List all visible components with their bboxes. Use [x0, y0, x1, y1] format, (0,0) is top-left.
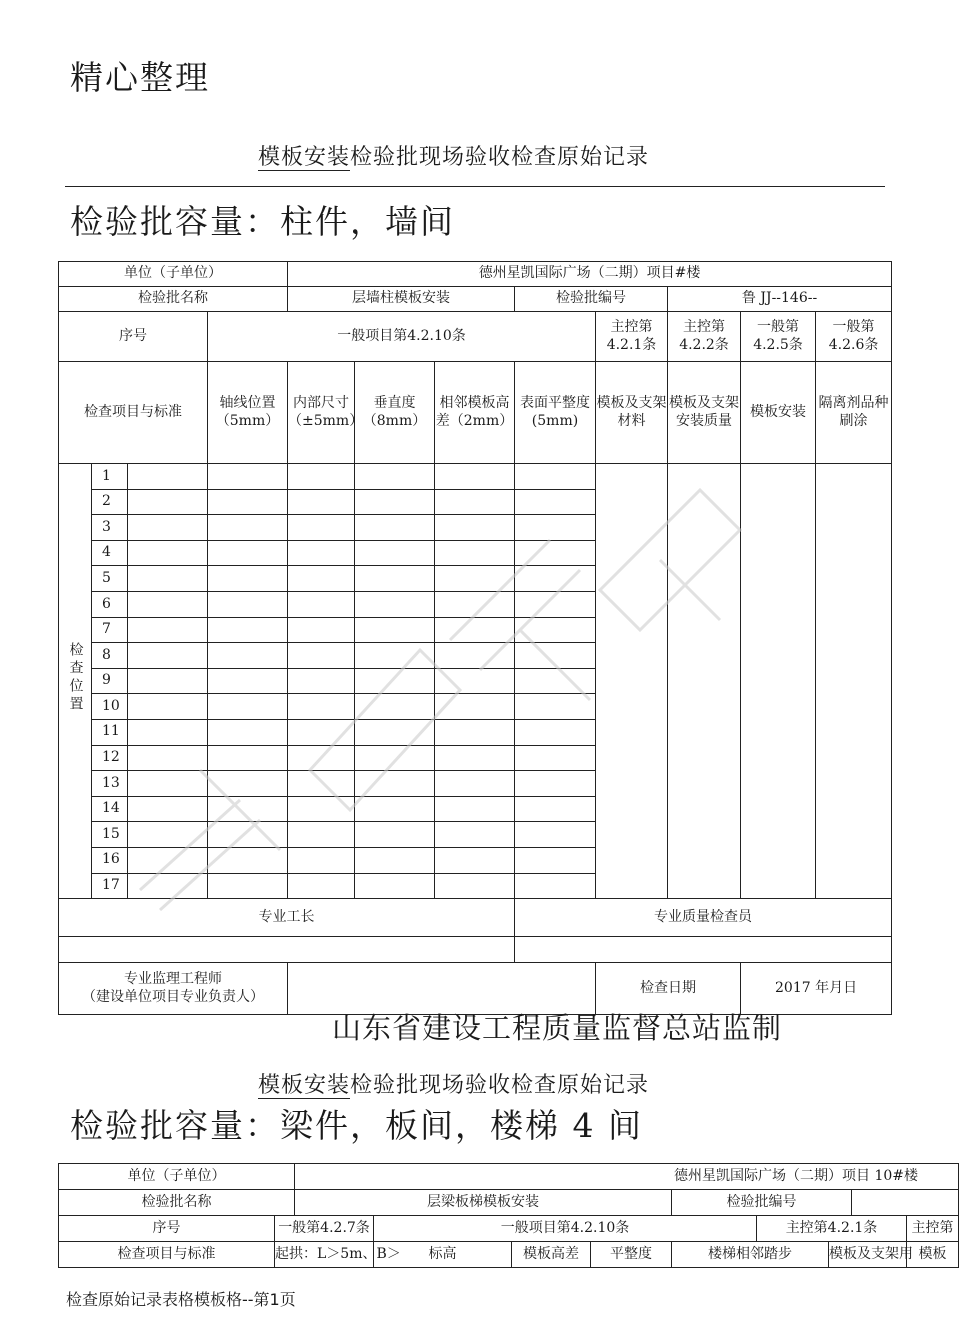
cell[interactable]	[288, 464, 355, 490]
cell-install-quality[interactable]	[668, 464, 741, 899]
general-group-header: 一般项目第4.2.10条	[208, 312, 596, 362]
cell[interactable]	[355, 464, 435, 490]
standard-label: 检查项目与标准	[59, 362, 208, 464]
sheet2-main-clause-1: 主控第4.2.1条	[757, 1216, 907, 1242]
cell[interactable]	[515, 566, 596, 592]
cell[interactable]	[288, 591, 355, 617]
unit-value: 德州星凯国际广场（二期）项目#楼	[288, 262, 892, 287]
position-label	[59, 464, 92, 899]
cell[interactable]	[128, 464, 208, 490]
brand-header: 精心整理	[70, 58, 210, 97]
seq-label: 序号	[59, 312, 208, 362]
cell[interactable]	[128, 515, 208, 541]
batch-name-label: 检验批名称	[59, 287, 288, 312]
row-number: 17	[92, 873, 128, 899]
cell[interactable]	[515, 668, 596, 694]
row-number: 6	[92, 591, 128, 617]
sheet2-batch-name-label: 检验批名称	[59, 1190, 295, 1216]
sheet2-col-flatness: 平整度	[591, 1242, 672, 1268]
cell[interactable]	[128, 668, 208, 694]
sheet2-title-underlined: 模板安装	[258, 1073, 351, 1098]
cell[interactable]	[435, 719, 515, 745]
cell[interactable]	[208, 464, 288, 490]
cell[interactable]	[435, 745, 515, 771]
inspector-signature[interactable]	[515, 937, 892, 963]
cell[interactable]	[435, 540, 515, 566]
main-clause-2: 主控第4.2.2条	[668, 312, 741, 362]
sheet2-batch-no-value[interactable]	[852, 1190, 959, 1216]
general-clause-5: 一般第4.2.5条	[741, 312, 816, 362]
cell[interactable]	[435, 847, 515, 873]
cell[interactable]	[208, 719, 288, 745]
check-date-label: 检查日期	[596, 963, 741, 1015]
cell[interactable]	[208, 847, 288, 873]
cell[interactable]	[208, 540, 288, 566]
cell[interactable]	[515, 515, 596, 541]
sheet2-col-support: 模板及支架用	[829, 1242, 907, 1268]
sheet2-unit-value: 德州星凯国际广场（二期）项目 10#楼	[295, 1164, 959, 1190]
cell[interactable]	[355, 745, 435, 771]
batch-no-value: 鲁 JJ--146--	[668, 287, 892, 312]
cell-install[interactable]	[741, 464, 816, 899]
col-verticality: 垂直度（8mm）	[355, 362, 435, 464]
cell[interactable]	[208, 566, 288, 592]
cell[interactable]	[515, 719, 596, 745]
cell[interactable]	[515, 822, 596, 848]
sheet1-title-underlined: 模板安装	[258, 145, 351, 170]
cell[interactable]	[435, 566, 515, 592]
cell[interactable]	[435, 515, 515, 541]
sheet2-batch-no-label: 检验批编号	[672, 1190, 852, 1216]
cell[interactable]	[355, 617, 435, 643]
cell[interactable]	[435, 489, 515, 515]
row-number: 11	[92, 719, 128, 745]
main-clause-1: 主控第4.2.1条	[596, 312, 668, 362]
cell[interactable]	[288, 617, 355, 643]
sheet2-table	[58, 1163, 959, 1268]
cell[interactable]	[435, 771, 515, 797]
cell[interactable]	[208, 873, 288, 899]
col-inner-size: 内部尺寸（±5mm）	[288, 362, 355, 464]
sheet2-standard-label: 检查项目与标准	[59, 1242, 275, 1268]
row-number: 3	[92, 515, 128, 541]
cell[interactable]	[355, 489, 435, 515]
cell[interactable]	[208, 745, 288, 771]
foreman-label: 专业工长	[59, 899, 515, 937]
cell[interactable]	[208, 643, 288, 669]
inspector-label: 专业质量检查员	[515, 899, 892, 937]
cell[interactable]	[208, 668, 288, 694]
general-clause-6: 一般第4.2.6条	[816, 312, 892, 362]
sheet2-title-rest: 检验批现场验收检查原始记录	[350, 1073, 650, 1098]
cell[interactable]	[128, 847, 208, 873]
cell[interactable]	[128, 822, 208, 848]
cell[interactable]	[515, 745, 596, 771]
supervisor-line2: （建设单位项目专业负责人）	[82, 988, 264, 1005]
cell[interactable]	[208, 591, 288, 617]
cell[interactable]	[288, 719, 355, 745]
sheet1-title-rest: 检验批现场验收检查原始记录	[350, 145, 650, 170]
position-label-text: 检查位置	[67, 642, 84, 715]
cell[interactable]	[288, 540, 355, 566]
cell[interactable]	[208, 771, 288, 797]
cell[interactable]	[515, 489, 596, 515]
sheet2-seq-label: 序号	[59, 1216, 275, 1242]
row-number: 1	[92, 464, 128, 490]
cell[interactable]	[355, 771, 435, 797]
cell[interactable]	[288, 771, 355, 797]
foreman-signature[interactable]	[59, 937, 515, 963]
row-number: 5	[92, 566, 128, 592]
supervisor-label	[59, 963, 288, 1015]
cell[interactable]	[435, 694, 515, 720]
cell[interactable]	[515, 617, 596, 643]
cell[interactable]	[515, 873, 596, 899]
cell[interactable]	[355, 591, 435, 617]
sheet1-table	[58, 261, 892, 1015]
sheet2-col-height-diff: 模板高差	[512, 1242, 591, 1268]
cell[interactable]	[128, 591, 208, 617]
row-number: 8	[92, 643, 128, 669]
cell[interactable]	[288, 566, 355, 592]
cell[interactable]	[355, 822, 435, 848]
cell[interactable]	[515, 643, 596, 669]
batch-no-label: 检验批编号	[515, 287, 668, 312]
cell[interactable]	[128, 745, 208, 771]
row-number: 10	[92, 694, 128, 720]
unit-label: 单位（子单位）	[59, 262, 288, 287]
cell[interactable]	[128, 540, 208, 566]
cell[interactable]	[288, 643, 355, 669]
check-date-value: 2017 年月日	[741, 963, 892, 1015]
col-release-agent: 隔离剂品种刷涂	[816, 362, 892, 464]
row-number: 12	[92, 745, 128, 771]
sheet2-col-stairs: 楼梯相邻踏步	[672, 1242, 829, 1268]
cell[interactable]	[355, 540, 435, 566]
cell[interactable]	[435, 464, 515, 490]
cell[interactable]	[435, 873, 515, 899]
sheet2-col-elevation: 标高	[374, 1242, 512, 1268]
batch-name-value: 层墙柱模板安装	[288, 287, 515, 312]
cell[interactable]	[128, 719, 208, 745]
row-number: 14	[92, 796, 128, 822]
cell[interactable]	[515, 771, 596, 797]
cell[interactable]	[288, 694, 355, 720]
cell[interactable]	[128, 643, 208, 669]
cell[interactable]	[355, 847, 435, 873]
sheet2-batch-name-value: 层梁板梯模板安装	[295, 1190, 672, 1216]
cell[interactable]	[355, 643, 435, 669]
col-axis-position: 轴线位置（5mm）	[208, 362, 288, 464]
sheet1-title-rule	[65, 186, 885, 187]
cell[interactable]	[515, 796, 596, 822]
cell[interactable]	[435, 822, 515, 848]
sheet2-title	[258, 1068, 649, 1099]
col-surface-flatness: 表面平整度(5mm)	[515, 362, 596, 464]
col-formwork-material: 模板及支架材料	[596, 362, 668, 464]
cell[interactable]	[515, 464, 596, 490]
sheet1-footer: 山东省建设工程质量监督总站监制	[332, 1011, 783, 1045]
col-install-quality: 模板及支架安装质量	[668, 362, 741, 464]
cell[interactable]	[128, 796, 208, 822]
row-number: 9	[92, 668, 128, 694]
cell[interactable]	[288, 796, 355, 822]
cell[interactable]	[435, 617, 515, 643]
col-formwork-install: 模板安装	[741, 362, 816, 464]
cell[interactable]	[355, 694, 435, 720]
cell[interactable]	[435, 796, 515, 822]
cell-material[interactable]	[596, 464, 668, 899]
supervisor-line1: 专业监理工程师	[124, 971, 222, 988]
row-number: 16	[92, 847, 128, 873]
sheet2-main-clause-cut: 主控第	[907, 1216, 959, 1242]
sheet2-general-group: 一般项目第4.2.10条	[374, 1216, 757, 1242]
sheet1-capacity: 检验批容量：柱件，墙间	[70, 202, 455, 241]
cell[interactable]	[288, 668, 355, 694]
cell[interactable]	[515, 540, 596, 566]
col-adjacent-height: 相邻模板高差（2mm）	[435, 362, 515, 464]
cell[interactable]	[128, 489, 208, 515]
sheet2-general-clause-7: 一般第4.2.7条	[275, 1216, 374, 1242]
cell[interactable]	[355, 668, 435, 694]
row-number: 13	[92, 771, 128, 797]
cell[interactable]	[208, 822, 288, 848]
row-number: 4	[92, 540, 128, 566]
cell[interactable]	[208, 796, 288, 822]
cell[interactable]	[355, 873, 435, 899]
cell[interactable]	[288, 873, 355, 899]
sheet1-title	[258, 140, 649, 171]
cell[interactable]	[435, 668, 515, 694]
cell[interactable]	[355, 796, 435, 822]
row-number: 2	[92, 489, 128, 515]
cell[interactable]	[128, 771, 208, 797]
sheet2-capacity: 检验批容量：梁件，板间，楼梯 4 间	[70, 1106, 643, 1145]
cell[interactable]	[355, 566, 435, 592]
cell[interactable]	[128, 617, 208, 643]
cell[interactable]	[355, 719, 435, 745]
cell[interactable]	[288, 515, 355, 541]
cell[interactable]	[128, 873, 208, 899]
cell[interactable]	[208, 515, 288, 541]
cell[interactable]	[515, 694, 596, 720]
cell[interactable]	[288, 847, 355, 873]
sheet2-col-camber: 起拱：L＞5m、B＞	[275, 1242, 374, 1268]
cell[interactable]	[128, 566, 208, 592]
cell[interactable]	[208, 617, 288, 643]
cell[interactable]	[208, 694, 288, 720]
row-number: 15	[92, 822, 128, 848]
cell[interactable]	[435, 591, 515, 617]
page-footer: 检查原始记录表格模板格--第1页	[66, 1290, 296, 1309]
cell-release[interactable]	[816, 464, 892, 899]
cell[interactable]	[435, 643, 515, 669]
cell[interactable]	[208, 489, 288, 515]
cell[interactable]	[515, 847, 596, 873]
cell[interactable]	[515, 591, 596, 617]
cell[interactable]	[288, 489, 355, 515]
sheet2-col-cut: 模板	[907, 1242, 959, 1268]
row-number: 7	[92, 617, 128, 643]
sheet2-unit-label: 单位（子单位）	[59, 1164, 295, 1190]
cell[interactable]	[355, 515, 435, 541]
cell[interactable]	[288, 822, 355, 848]
cell[interactable]	[128, 694, 208, 720]
cell[interactable]	[288, 745, 355, 771]
